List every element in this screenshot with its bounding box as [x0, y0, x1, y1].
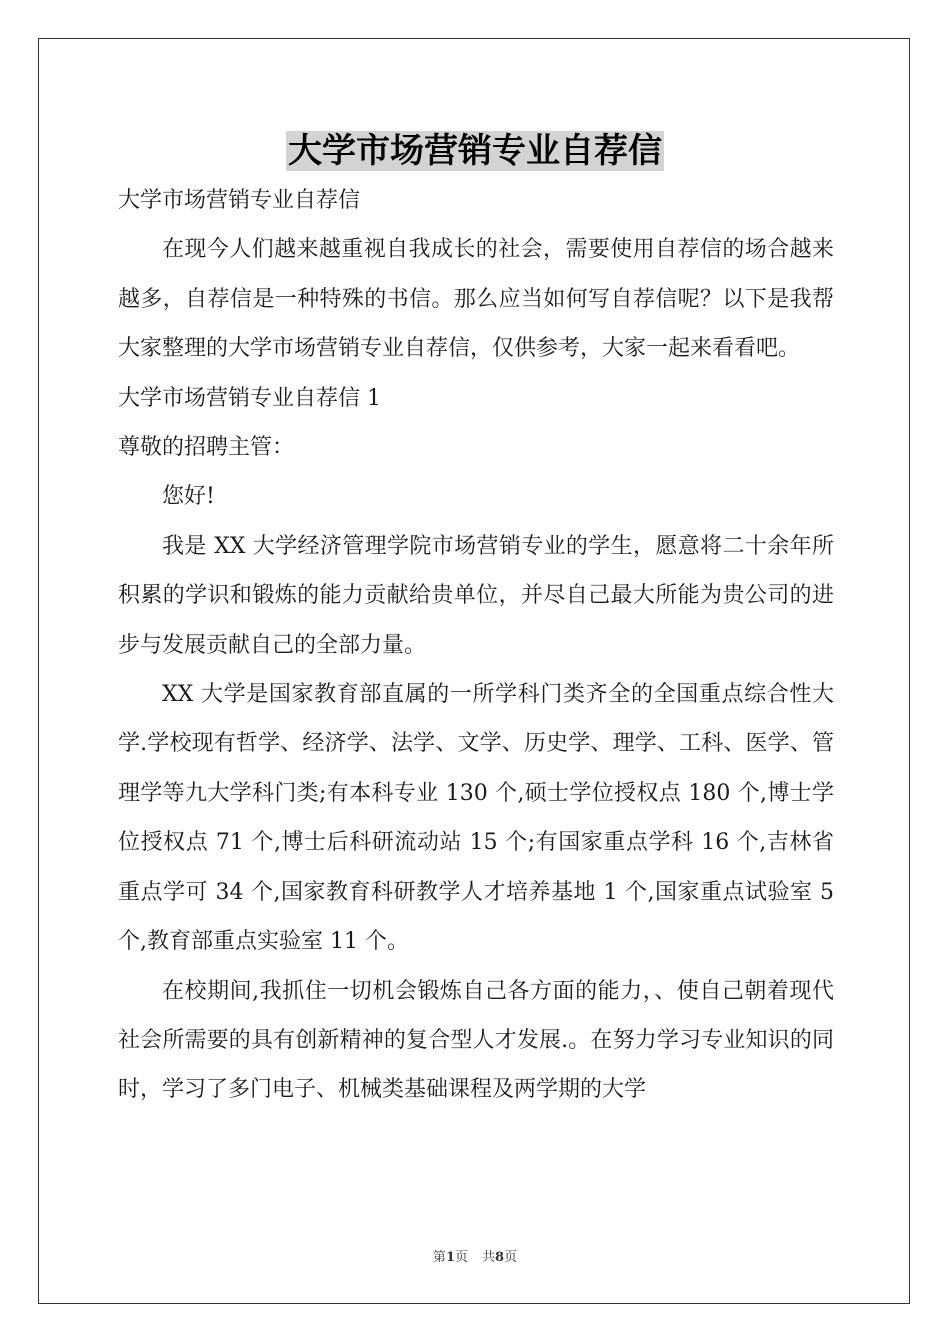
document-body [118, 176, 834, 1115]
page-total-suffix: 页 [504, 1250, 518, 1265]
body-paragraph: 大学市场营销专业自荐信 [118, 188, 361, 213]
body-paragraph: XX 大学是国家教育部直属的一所学科门类齐全的全国重点综合性大学.学校现有哲学、经济学、法学、文学、历史学、理学、工科、医学、管理学等九大学科门类;有本科专业 130 个,硕士学位授权点 180 个,博士学位授权点 71 个,博士后科研流动站 15 个;有国家重点学科 16 个,吉林省重点学可 34 个,国家教育科研教学人才培养基地 1 个,国家重点试验室 5 个,教育部重点实验室 11 个。 [118, 682, 834, 955]
page-total-prefix: 共 [482, 1250, 496, 1265]
body-paragraph: 尊敬的招聘主管： [118, 435, 295, 461]
page-footer [0, 1246, 950, 1265]
page-number-current: 1 [445, 1250, 455, 1265]
body-paragraph: 在校期间,我抓住一切机会锻炼自己各方面的能力，、使自己朝着现代社会所需要的具有创新精神的复合型人才发展.。在努力学习专业知识的同时，学习了多门电子、机械类基础课程及两学期的大学 [118, 978, 834, 1103]
page-number-suffix: 页 [454, 1250, 468, 1265]
document-title-text: 大学市场营销专业自荐信 [288, 131, 662, 171]
body-paragraph: 在现今人们越来越重视自我成长的社会，需要使用自荐信的场合越来越多，自荐信是一种特殊的书信。那么应当如何写自荐信呢？以下是我帮大家整理的大学市场营销专业自荐信，仅供参考，大家一起来看看吧。 [118, 237, 834, 362]
document-title [0, 128, 950, 174]
page-total-count: 8 [495, 1250, 505, 1265]
body-paragraph: 大学市场营销专业自荐信 1 [118, 385, 381, 411]
page-number-prefix: 第 [432, 1250, 446, 1265]
body-paragraph: 您好! [162, 484, 215, 510]
body-paragraph: 我是 XX 大学经济管理学院市场营销专业的学生，愿意将二十余年所积累的学识和锻炼的能力贡献给贵单位，并尽自己最大所能为贵公司的进步与发展贡献自己的全部力量。 [118, 533, 834, 658]
